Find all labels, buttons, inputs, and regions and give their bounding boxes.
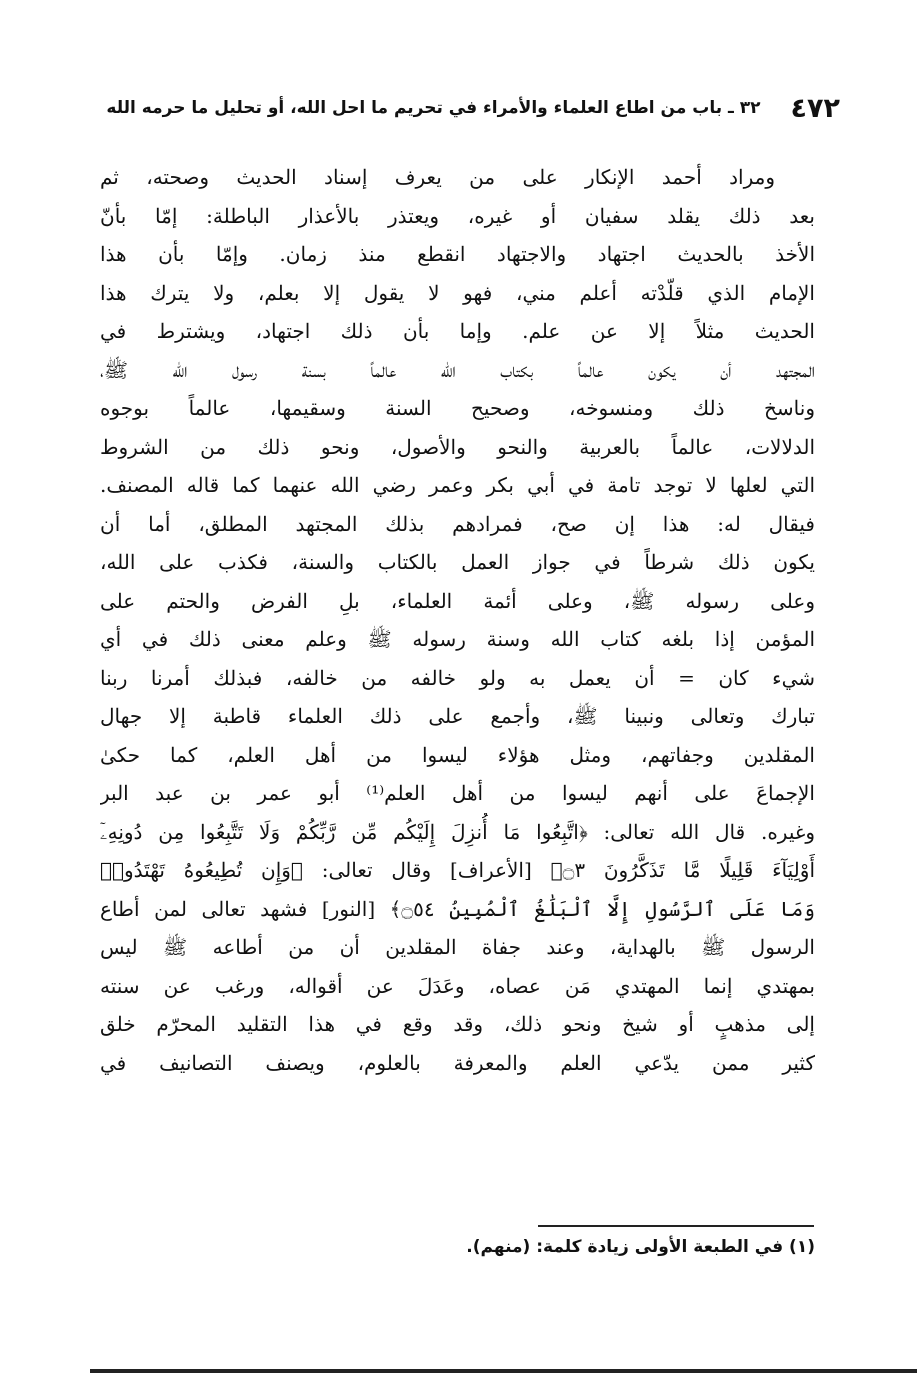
text-line: المؤمن إذا بلغه كتاب الله وسنة رسوله ﷺ وعلم معنى ذلك في أي xyxy=(100,627,815,651)
page-number: ٤٧٢ xyxy=(790,92,840,124)
quran-line: وَمَا عَلَى ٱلرَّسُولِ إِلَّا ٱلْبَلَٰغُ ٱلْمُبِينُ ۝٥٤﴾ [النور] فشهد تعالى لمن أطاع xyxy=(100,896,815,921)
text-line: تبارك وتعالى ونبينا ﷺ، وأجمع على ذلك العلماء قاطبة إلا جهال xyxy=(100,704,815,728)
text-line: إلى مذهبٍ أو شيخ ونحو ذلك، وقد وقع في هذا التقليد المحرّم خلق xyxy=(100,1012,815,1036)
text-line: الحديث مثلاً إلا عن علم. وإما بأن ذلك اجتهاد، ويشترط في xyxy=(100,319,815,343)
text-line: الإجماعَ على أنهم ليسوا من أهل العلم⁽¹⁾ أبو عمر بن عبد البر xyxy=(100,781,815,805)
text-line: فيقال له: هذا إن صح، فمرادهم بذلك المجتهد المطلق، أما أن xyxy=(100,511,815,536)
text-line: وناسخ ذلك ومنسوخه، وصحيح السنة وسقيمها، عالماً بوجوه xyxy=(100,396,815,420)
footnote-rule xyxy=(538,1225,814,1227)
text-line: شيء كان = أن يعمل به ولو خالفه من خالفه، فبذلك أمرنا ربنا xyxy=(100,665,815,690)
quran-line: أَوْلِيَآءَ قَلِيلًا مَّا تَذَكَّرُونَ ۝٣﴾ [الأعراف] وقال تعالى: ﴿وَإِن تُطِيعُوهُ تَهْتَدُوا۟ xyxy=(100,858,815,882)
bottom-edge-rule xyxy=(90,1369,917,1373)
text-line: المجتهد أن يكون عالماً بكتاب الله عالماً بسنة رسول الله ﷺ، xyxy=(100,357,815,382)
footnote: (١) في الطبعة الأولى زيادة كلمة: (منهم). xyxy=(466,1237,815,1257)
text-line: يكون ذلك شرطاً في جواز العمل بالكتاب والسنة، فكذب على الله، xyxy=(100,550,815,574)
text-line: كثير ممن يدّعي العلم والمعرفة بالعلوم، ويصنف التصانيف في xyxy=(100,1050,815,1075)
quran-line: وغيره. قال الله تعالى: ﴿اتَّبِعُوا مَا أُنزِلَ إِلَيْكُم مِّن رَّبِّكُمْ وَلَا تَتَّبِعُوا مِن دُونِهِۦٓ xyxy=(100,819,815,844)
text-line: الرسول ﷺ بالهداية، وعند جفاة المقلدين أن من أطاعه ﷺ ليس xyxy=(100,935,815,959)
text-line: بعد ذلك يقلد سفيان أو غيره، ويعتذر بالأعذار الباطلة: إمّا بأنّ xyxy=(100,203,815,228)
text-line: التي لعلها لا توجد تامة في أبي بكر وعمر رضي الله عنهما كما قاله المصنف. xyxy=(100,473,815,497)
text-line: الإمام الذي قلّدْته أعلم مني، فهو لا يقول إلا بعلم، ولا يترك هذا xyxy=(100,280,815,305)
text-line: الأخذ بالحديث اجتهاد والاجتهاد انقطع منذ زمان. وإمّا بأن هذا xyxy=(100,242,815,266)
running-header xyxy=(105,88,840,128)
text-line: وعلى رسوله ﷺ، وعلى أئمة العلماء، بلِ الفرض والحتم على xyxy=(100,588,815,613)
text-line: ومراد أحمد الإنكار على من يعرف إسناد الحديث وصحته، ثم xyxy=(100,165,775,189)
running-title: ٣٢ ـ باب من اطاع العلماء والأمراء في تحريم ما احل الله، أو تحليل ما حرمه الله xyxy=(106,98,761,118)
text-line: المقلدين وجفاتهم، ومثل هؤلاء ليسوا من أهل العلم، كما حكىٰ xyxy=(100,742,815,767)
text-line: الدلالات، عالماً بالعربية والنحو والأصول، ونحو ذلك من الشروط xyxy=(100,434,815,459)
body-text xyxy=(100,158,815,1082)
text-line: بمهتدي إنما المهتدي مَن عصاه، وعَدَلَ عن أقواله، ورغب عن سنته xyxy=(100,973,815,998)
